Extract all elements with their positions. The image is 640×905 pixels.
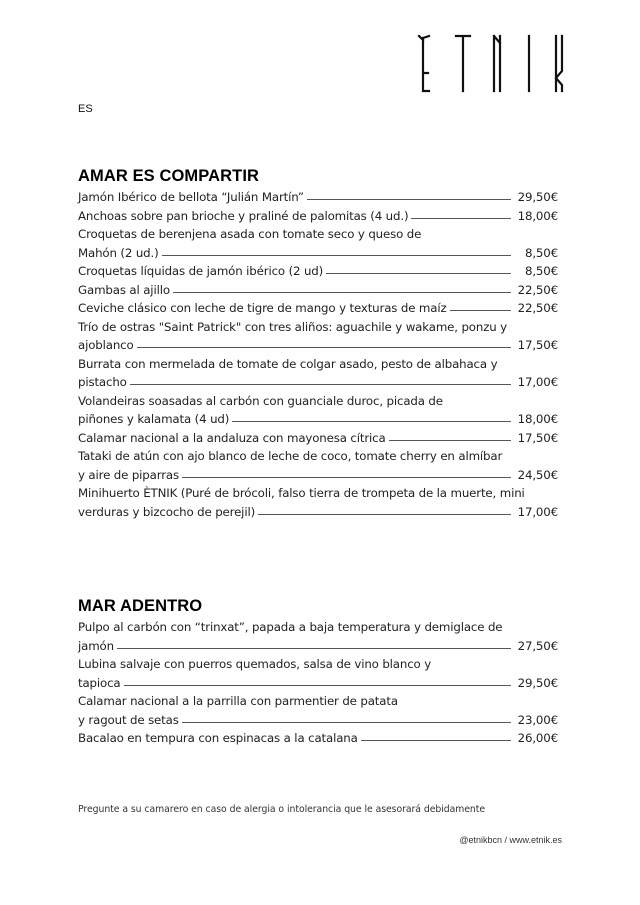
menu-item: [78, 429, 558, 448]
menu-item: [78, 207, 558, 226]
menu-item-price: 26,00€: [517, 731, 558, 745]
menu-item-description: Burrata con mermelada de tomate de colgar asado, pesto de albahaca y: [78, 356, 498, 371]
menu-item-line: [78, 262, 558, 281]
menu-item-price: 29,50€: [517, 675, 558, 690]
menu-item: [78, 618, 558, 655]
section-mar-adentro: [78, 596, 558, 748]
menu-item-list: [78, 188, 558, 521]
menu-item: [78, 262, 558, 281]
menu-item-description: Trío de ostras "Saint Patrick" con tres aliños: aguachile y wakame, ponzu y: [78, 319, 508, 334]
menu-item-name: ajoblanco: [78, 338, 134, 352]
menu-item-name: verduras y bizcocho de perejil): [78, 504, 256, 519]
menu-item-line: [78, 674, 558, 693]
menu-item: [78, 281, 558, 300]
menu-item: [78, 484, 558, 521]
menu-item-price: 27,50€: [517, 638, 558, 653]
menu-item-name: Ceviche clásico con leche de tigre de mango y texturas de maíz: [78, 301, 447, 315]
leader-line: [232, 421, 511, 422]
menu-item-line: [78, 336, 558, 355]
menu-item-name: Mahón (2 ud.): [78, 245, 159, 260]
menu-item: [78, 188, 558, 207]
menu-item-name: Anchoas sobre pan brioche y praliné de palomitas (4 ud.): [78, 208, 409, 223]
menu-item: [78, 355, 558, 392]
menu-item: [78, 318, 558, 355]
menu-item-line: [78, 373, 558, 392]
menu-item-price: 17,50€: [517, 430, 558, 445]
menu-item-name: Calamar nacional a la andaluza con mayonesa cítrica: [78, 430, 386, 445]
menu-item-line: [78, 503, 558, 522]
menu-item: [78, 392, 558, 429]
menu-item-line: [78, 711, 558, 730]
menu-item-name: piñones y kalamata (4 ud): [78, 412, 230, 426]
menu-item: [78, 447, 558, 484]
leader-line: [137, 347, 511, 348]
menu-item-price: 24,50€: [517, 467, 558, 482]
menu-item-name: tapioca: [78, 675, 121, 690]
leader-line: [182, 477, 511, 478]
menu-item-description: Volandeiras soasadas al carbón con guanciale duroc, picada de: [78, 393, 443, 408]
menu-item-line: [78, 244, 558, 263]
menu-item-line: [78, 637, 558, 656]
section-amar-es-compartir: [78, 166, 558, 521]
leader-line: [411, 218, 511, 219]
menu-item-name: Bacalao en tempura con espinacas a la catalana: [78, 731, 358, 745]
menu-item-price: 17,00€: [517, 504, 558, 519]
menu-item-description: Calamar nacional a la parrilla con parmentier de patata: [78, 694, 398, 708]
menu-item-list: [78, 618, 558, 748]
menu-item-price: 17,50€: [517, 338, 558, 352]
menu-item-description: Pulpo al carbón con “trinxat”, papada a baja temperatura y demiglace de: [78, 620, 503, 634]
menu-item-name: Gambas al ajillo: [78, 282, 170, 297]
leader-line: [450, 310, 511, 311]
menu-item-description: Croquetas de berenjena asada con tomate seco y queso de: [78, 227, 422, 241]
leader-line: [326, 273, 511, 274]
menu-item-line: [78, 429, 558, 448]
menu-item-line: [78, 410, 558, 429]
menu-item-name: pistacho: [78, 375, 127, 389]
menu-item-name: y aire de piparras: [78, 467, 179, 482]
menu-item-line: [78, 729, 558, 748]
section-title: AMAR ES COMPARTIR: [78, 167, 260, 185]
menu-item: [78, 299, 558, 318]
menu-item-description: Lubina salvaje con puerros quemados, salsa de vino blanco y: [78, 657, 432, 671]
menu-item: [78, 692, 558, 729]
menu-item-name: Croquetas líquidas de jamón ibérico (2 ud): [78, 264, 324, 278]
menu-item: [78, 655, 558, 692]
menu-item-line: [78, 207, 558, 226]
leader-line: [130, 384, 511, 385]
leader-line: [117, 648, 511, 649]
menu-item-price: 18,00€: [517, 208, 558, 223]
menu-item-price: 17,00€: [517, 375, 558, 389]
menu-item-description: Tataki de atún con ajo blanco de leche de coco, tomate cherry en almíbar: [78, 449, 503, 463]
menu-item-price: 23,00€: [517, 712, 558, 727]
menu-item-line: [78, 281, 558, 300]
menu-item-name: jamón: [78, 638, 114, 653]
leader-line: [162, 255, 511, 256]
menu-item-description: Minihuerto ÈTNIK (Puré de brócoli, falso tierra de trompeta de la muerte, mini: [78, 486, 525, 500]
leader-line: [182, 722, 511, 723]
menu-item-line: [78, 188, 558, 207]
leader-line: [361, 740, 511, 741]
menu-item-line: [78, 299, 558, 318]
allergy-notice: Pregunte a su camarero en caso de alergia o intolerancia que le asesorará debidamente: [78, 804, 486, 815]
leader-line: [124, 685, 511, 686]
section-title: MAR ADENTRO: [78, 597, 203, 615]
menu-item-price: 8,50€: [524, 245, 558, 260]
menu-item-name: y ragout de setas: [78, 712, 179, 727]
logo-wordmark-icon: [414, 33, 574, 93]
menu-item-price: 8,50€: [524, 264, 558, 278]
menu-item-name: Jamón Ibérico de bellota “Julián Martín”: [78, 190, 304, 204]
leader-line: [258, 514, 511, 515]
menu-item: [78, 729, 558, 748]
social-links[interactable]: @etnikbcn / www.etnik.es: [459, 835, 562, 845]
menu-item: [78, 225, 558, 262]
menu-item-price: 22,50€: [517, 301, 558, 315]
menu-item-price: 22,50€: [517, 282, 558, 297]
etnik-logo: [414, 33, 574, 93]
language-indicator[interactable]: ES: [78, 103, 93, 115]
menu-item-price: 29,50€: [517, 190, 558, 204]
leader-line: [173, 292, 511, 293]
menu-item-line: [78, 466, 558, 485]
leader-line: [307, 199, 511, 200]
menu-item-price: 18,00€: [517, 412, 558, 426]
leader-line: [389, 440, 511, 441]
